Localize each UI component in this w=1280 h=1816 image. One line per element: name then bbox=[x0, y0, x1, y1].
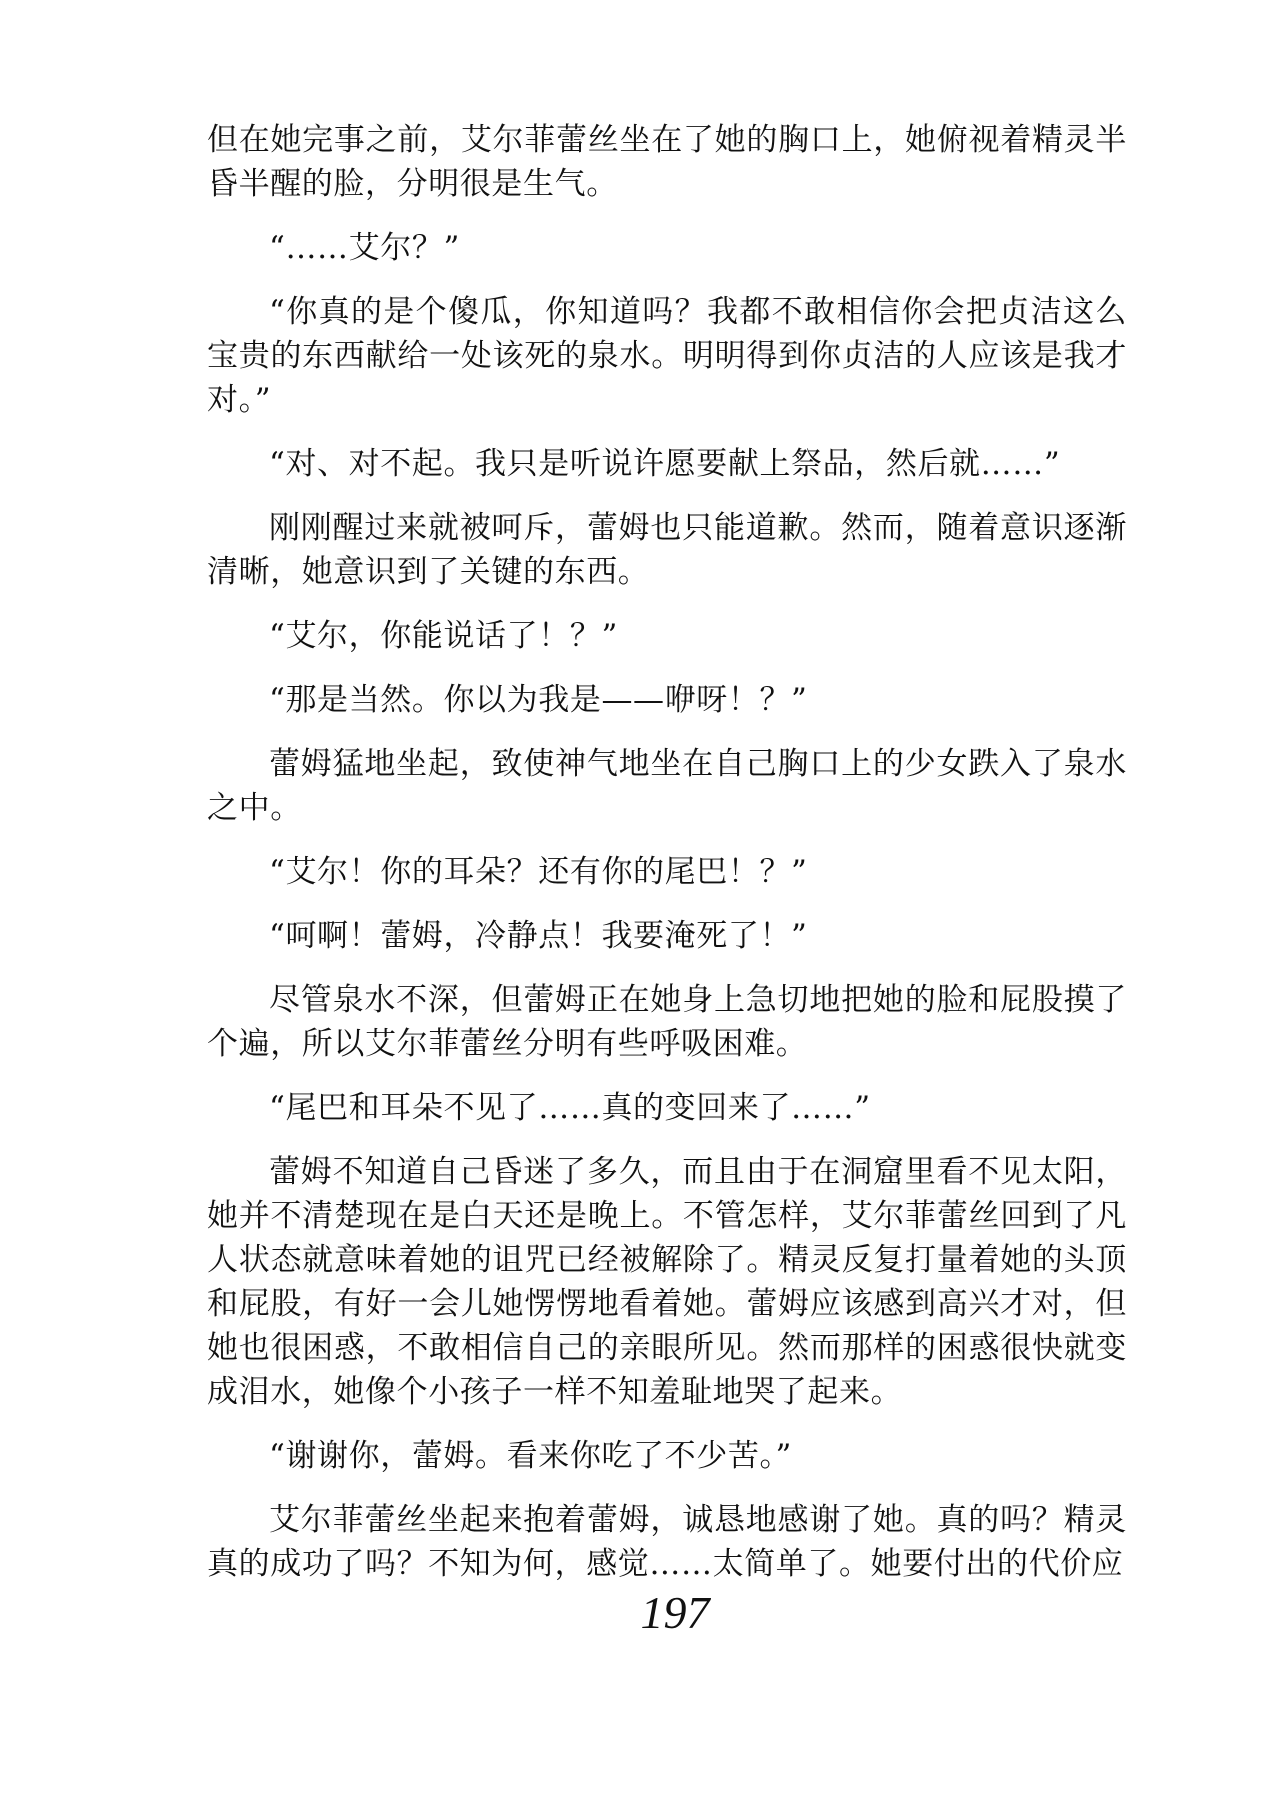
paragraph-6: “艾尔，你能说话了！？” bbox=[269, 618, 618, 654]
paragraph-10: “呵啊！蕾姆，冷静点！我要淹死了！” bbox=[269, 918, 808, 954]
page-number: 197 bbox=[640, 1587, 710, 1638]
body-text bbox=[207, 118, 1127, 1606]
paragraph-5: 刚刚醒过来就被呵斥，蕾姆也只能道歉。然而，随着意识逐渐清晰，她意识到了关键的东西。 bbox=[207, 510, 1127, 590]
paragraph-4: “对、对不起。我只是听说许愿要献上祭品，然后就……” bbox=[269, 446, 1061, 482]
paragraph-9: “艾尔！你的耳朵？还有你的尾巴！？” bbox=[269, 854, 808, 890]
paragraph-7: “那是当然。你以为我是——咿呀！？” bbox=[269, 682, 808, 718]
paragraph-13: 蕾姆不知道自己昏迷了多久，而且由于在洞窟里看不见太阳，她并不清楚现在是白天还是晚上。不管怎样，艾尔菲蕾丝回到了凡人状态就意味着她的诅咒已经被解除了。精灵反复打量着她的头顶和屁股，有好一会儿她愣愣地看着她。蕾姆应该感到高兴才对，但她也很困惑，不敢相信自己的亲眼所见。然而那样的困惑很快就变成泪水，她像个小孩子一样不知羞耻地哭了起来。 bbox=[207, 1154, 1127, 1410]
paragraph-12: “尾巴和耳朵不见了……真的变回来了……” bbox=[269, 1090, 871, 1126]
paragraph-2: “……艾尔？” bbox=[269, 230, 460, 266]
paragraph-11: 尽管泉水不深，但蕾姆正在她身上急切地把她的脸和屁股摸了个遍，所以艾尔菲蕾丝分明有些呼吸困难。 bbox=[207, 982, 1127, 1062]
paragraph-3: “你真的是个傻瓜，你知道吗？我都不敢相信你会把贞洁这么宝贵的东西献给一处该死的泉水。明明得到你贞洁的人应该是我才对。” bbox=[207, 294, 1127, 418]
paragraph-15: 艾尔菲蕾丝坐起来抱着蕾姆，诚恳地感谢了她。真的吗？精灵真的成功了吗？不知为何，感觉……太简单了。她要付出的代价应 bbox=[207, 1502, 1127, 1582]
paragraph-1: 但在她完事之前，艾尔菲蕾丝坐在了她的胸口上，她俯视着精灵半昏半醒的脸，分明很是生气。 bbox=[207, 122, 1127, 202]
paragraph-8: 蕾姆猛地坐起，致使神气地坐在自己胸口上的少女跌入了泉水之中。 bbox=[207, 746, 1127, 826]
paragraph-14: “谢谢你，蕾姆。看来你吃了不少苦。” bbox=[269, 1438, 792, 1474]
